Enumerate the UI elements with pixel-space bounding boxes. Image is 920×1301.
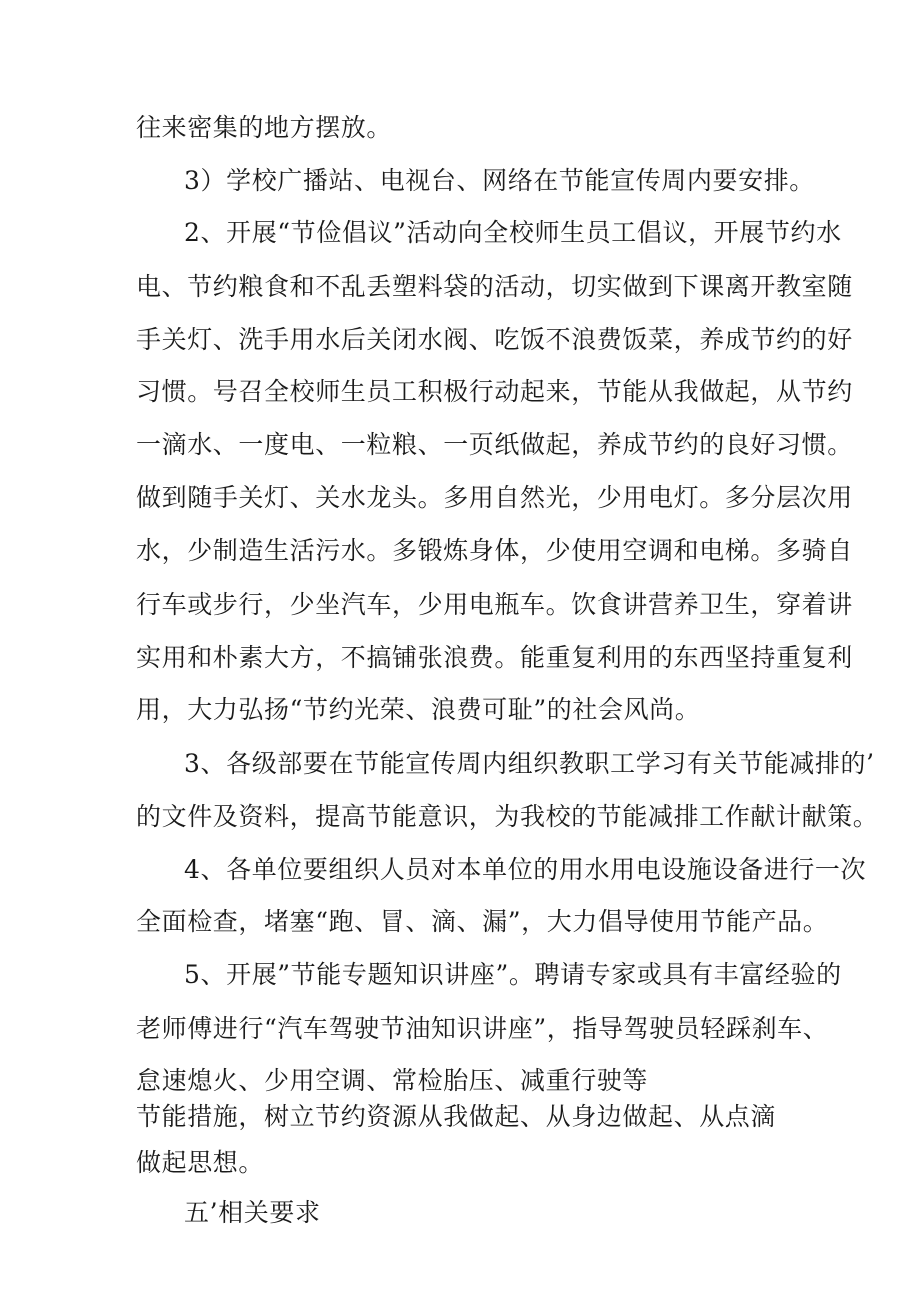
section-heading: 五’相关要求 bbox=[184, 1198, 321, 1227]
text-line-5: 手关灯、洗手用水后关闭水阀、吃饭不浪费饭菜，养成节约的好 bbox=[136, 325, 853, 354]
text-line-4: 电、节约粮食和不乱丢塑料袋的活动，切实做到下课离开教室随 bbox=[136, 272, 853, 301]
text-line-11: 实用和朴素大方，不搞铺张浪费。能重复利用的东西坚持重复利 bbox=[136, 643, 853, 672]
text-line-20: 节能措施，树立节约资源从我做起、从身边做起、从点滴 bbox=[136, 1102, 777, 1131]
text-line-10: 行车或步行，少坐汽车，少用电瓶车。饮食讲营养卫生，穿着讲 bbox=[136, 590, 853, 619]
text-line-21: 做起思想。 bbox=[136, 1148, 265, 1177]
text-line-6: 习惯。号召全校师生员工积极行动起来，节能从我做起，从节约 bbox=[136, 377, 853, 406]
text-line-17: 5、开展”节能专题知识讲座”。聘请专家或具有丰富经验的 bbox=[184, 960, 842, 989]
text-line-12: 用，大力弘扬“节约光荣、浪费可耻”的社会风尚。 bbox=[136, 695, 701, 724]
text-line-16: 全面检查，堵塞“跑、冒、滴、漏”，大力倡导使用节能产品。 bbox=[136, 907, 829, 936]
text-line-3: 2、开展“节俭倡议”活动向全校师生员工倡议，开展节约水 bbox=[184, 218, 842, 247]
text-line-18: 老师傅进行“汽车驾驶节油知识讲座”，指导驾驶员轻踩刹车、 bbox=[136, 1014, 829, 1043]
text-line-1: 往来密集的地方摆放。 bbox=[136, 113, 393, 142]
text-line-8: 做到随手关灯、关水龙头。多用自然光，少用电灯。多分层次用 bbox=[136, 483, 853, 512]
text-line-14: 的文件及资料，提高节能意识，为我校的节能减排工作献计献策。 bbox=[136, 802, 879, 831]
text-line-7: 一滴水、一度电、一粒粮、一页纸做起，养成节约的良好习惯。 bbox=[136, 430, 853, 459]
text-line-13: 3、各级部要在节能宣传周内组织教职工学习有关节能减排的’ bbox=[184, 749, 875, 778]
text-line-15: 4、各单位要组织人员对本单位的用水用电设施设备进行一次 bbox=[184, 855, 867, 884]
text-line-19: 怠速熄火、少用空调、常检胎压、减重行驶等 bbox=[136, 1066, 649, 1095]
text-line-9: 水，少制造生活污水。多锻炼身体，少使用空调和电梯。多骑自 bbox=[136, 536, 853, 565]
text-line-2: 3）学校广播站、电视台、网络在节能宣传周内要安排。 bbox=[184, 166, 815, 195]
